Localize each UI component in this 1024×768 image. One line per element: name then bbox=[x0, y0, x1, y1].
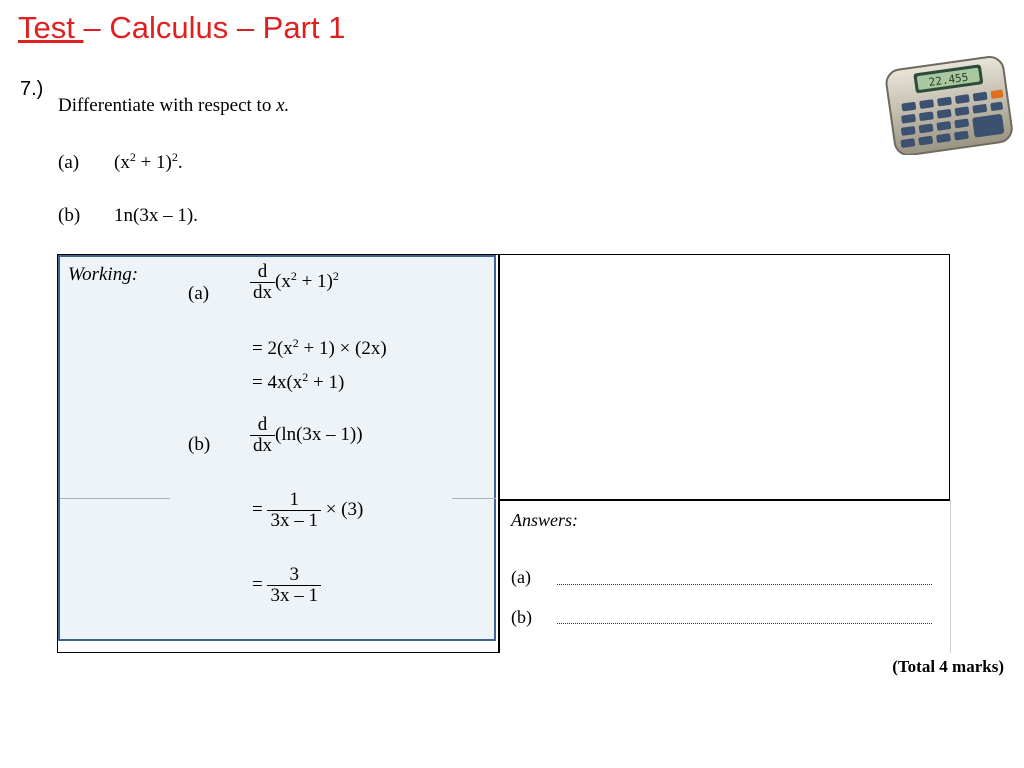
panel-rule-right bbox=[452, 498, 496, 499]
part-b-expr: 1n(3x – 1). bbox=[114, 205, 198, 226]
part-a-label: (a) bbox=[58, 152, 80, 173]
calculator-icon bbox=[880, 55, 1018, 155]
d-dx-fraction-b: $\frac{d}{dx}$ bbox=[250, 415, 275, 456]
working-b-line2: = $\frac{1}{3x - 1}$ × (3) bbox=[252, 489, 364, 531]
answers-divider bbox=[499, 499, 950, 501]
working-a-line1: $\frac{d}{dx}$ $(x^2 + 1)^2$ bbox=[250, 262, 339, 303]
question-prompt bbox=[58, 95, 289, 117]
title-test: Test bbox=[18, 10, 84, 45]
part-a-expr: $(x^2 + 1)^2$. bbox=[114, 150, 183, 173]
answer-b-label: (b) bbox=[511, 607, 532, 627]
working-a-line2: = $2(x^2 + 1) \times (2x)$ bbox=[252, 336, 387, 359]
working-a-label: (a) bbox=[188, 283, 210, 304]
total-marks: (Total 4 marks) bbox=[892, 657, 1004, 676]
working-b-line3: = $\frac{3}{3x - 1}$ bbox=[252, 565, 321, 606]
working-b-label: (b) bbox=[188, 434, 211, 455]
panel-rule-left bbox=[60, 498, 170, 499]
question-part-a bbox=[58, 152, 183, 174]
working-label: Working: bbox=[68, 264, 139, 285]
answer-a-label: (a) bbox=[511, 567, 531, 587]
fraction-1: $\frac{1}{3x - 1}$ bbox=[267, 490, 321, 531]
calculator-display: 22.455 bbox=[927, 70, 970, 90]
fraction-2: $\frac{3}{3x - 1}$ bbox=[267, 565, 321, 606]
title-rest: – Calculus – Part 1 bbox=[83, 10, 346, 45]
prompt-variable: x. bbox=[276, 95, 290, 116]
d-dx-fraction-a: $\frac{d}{dx}$ bbox=[250, 262, 275, 303]
working-a-line3: = $4x(x^2 + 1)$ bbox=[252, 370, 345, 393]
question-number: 7.) bbox=[20, 78, 44, 100]
answers-label: Answers: bbox=[511, 510, 578, 530]
question-part-b bbox=[58, 205, 198, 227]
part-b-label: (b) bbox=[58, 205, 81, 226]
working-b-line1: $\frac{d}{dx}$ (ln(3x – 1)) bbox=[250, 415, 363, 456]
answer-b-line[interactable] bbox=[557, 622, 932, 624]
answer-a-line[interactable] bbox=[557, 583, 932, 585]
prompt-text: Differentiate with respect to bbox=[58, 95, 272, 116]
slide-title bbox=[18, 10, 345, 46]
